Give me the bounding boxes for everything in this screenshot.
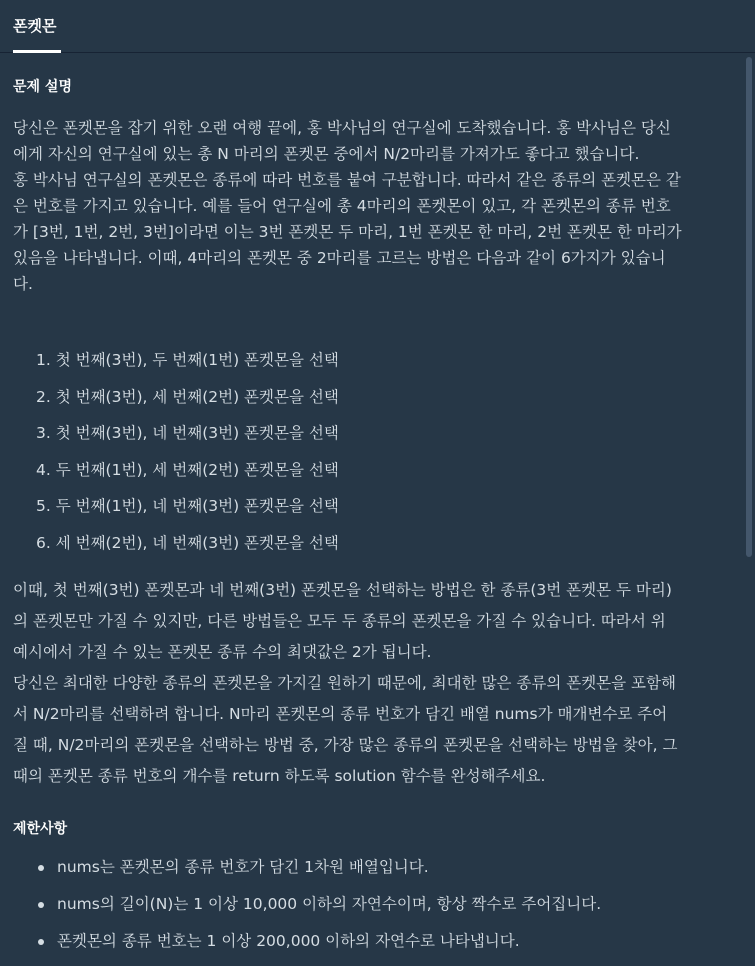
constraint-text: nums의 길이(N)는 1 이상 10,000 이하의 자연수이며, 항상 짝수로 주어집니다. — [57, 895, 602, 913]
outro-line: 이때, 첫 번째(3번) 폰켓몬과 네 번째(3번) 폰켓몬을 선택하는 방법은 한 종류(3번 폰켓몬 두 마리) — [13, 581, 672, 599]
intro-line: 다. — [13, 275, 33, 293]
list-item — [13, 886, 601, 923]
tab-problem[interactable]: 폰켓몬 — [13, 17, 57, 35]
outro-line: 의 폰켓몬만 가질 수 있지만, 다른 방법들은 모두 두 종류의 폰켓몬을 가질 수 있습니다. 따라서 위 — [13, 612, 666, 630]
bullet-icon — [38, 865, 44, 871]
scrollbar-thumb[interactable] — [746, 57, 752, 557]
list-item: 6. 세 번째(2번), 네 번째(3번) 폰켓몬을 선택 — [36, 533, 339, 552]
selection-methods-list — [13, 342, 339, 562]
list-item: 3. 첫 번째(3번), 네 번째(3번) 폰켓몬을 선택 — [36, 424, 339, 443]
list-item: 2. 첫 번째(3번), 세 번째(2번) 폰켓몬을 선택 — [36, 387, 339, 406]
intro-line: 에게 자신의 연구실에 있는 총 N 마리의 폰켓몬 중에서 N/2마리를 가져가도 좋다고 했습니다. — [13, 145, 640, 163]
intro-line: 은 번호를 가지고 있습니다. 예를 들어 연구실에 총 4마리의 폰켓몬이 있고, 각 폰켓몬의 종류 번호 — [13, 197, 671, 215]
outro-line: 때의 폰켓몬 종류 번호의 개수를 return 하도록 solution 함수를 완성해주세요. — [13, 767, 546, 785]
outro-line: 서 N/2마리를 선택하려 합니다. N마리 폰켓몬의 종류 번호가 담긴 배열 nums가 매개변수로 주어 — [13, 705, 668, 723]
list-item: 4. 두 번째(1번), 세 번째(2번) 폰켓몬을 선택 — [36, 460, 339, 479]
constraint-text: nums는 폰켓몬의 종류 번호가 담긴 1차원 배열입니다. — [57, 858, 429, 876]
outro-line: 예시에서 가질 수 있는 폰켓몬 종류 수의 최댓값은 2가 됩니다. — [13, 643, 432, 661]
list-item: 5. 두 번째(1번), 네 번째(3번) 폰켓몬을 선택 — [36, 497, 339, 516]
intro-line: 가 [3번, 1번, 2번, 3번]이라면 이는 3번 폰켓몬 두 마리, 1번 폰켓몬 한 마리, 2번 폰켓몬 한 마리가 — [13, 223, 682, 241]
outro-paragraph — [13, 575, 718, 792]
intro-line: 홍 박사님 연구실의 폰켓몬은 종류에 따라 번호를 붙여 구분합니다. 따라서 같은 종류의 폰켓몬은 같 — [13, 171, 681, 189]
constraints-list — [13, 849, 601, 960]
tab-bar — [0, 0, 755, 53]
list-item — [13, 923, 601, 960]
constraints-title: 제한사항 — [13, 821, 68, 837]
outro-line: 당신은 최대한 다양한 종류의 폰켓몬을 가지길 원하기 때문에, 최대한 많은 종류의 폰켓몬을 포함해 — [13, 674, 676, 692]
bullet-icon — [38, 939, 44, 945]
intro-paragraph — [13, 115, 718, 297]
list-item: 1. 첫 번째(3번), 두 번째(1번) 폰켓몬을 선택 — [36, 351, 339, 369]
list-item — [13, 849, 601, 886]
intro-line: 당신은 폰켓몬을 잡기 위한 오랜 여행 끝에, 홍 박사님의 연구실에 도착했습니다. 홍 박사님은 당신 — [13, 119, 671, 137]
description-title: 문제 설명 — [13, 79, 72, 95]
problem-content — [0, 54, 740, 966]
bullet-icon — [38, 902, 44, 908]
constraint-text: 폰켓몬의 종류 번호는 1 이상 200,000 이하의 자연수로 나타냅니다. — [57, 932, 520, 950]
intro-line: 있음을 나타냅니다. 이때, 4마리의 폰켓몬 중 2마리를 고르는 방법은 다음과 같이 6가지가 있습니 — [13, 249, 666, 267]
outro-line: 질 때, N/2마리의 폰켓몬을 선택하는 방법 중, 가장 많은 종류의 폰켓몬을 선택하는 방법을 찾아, 그 — [13, 736, 678, 754]
active-tab-indicator — [13, 50, 61, 53]
